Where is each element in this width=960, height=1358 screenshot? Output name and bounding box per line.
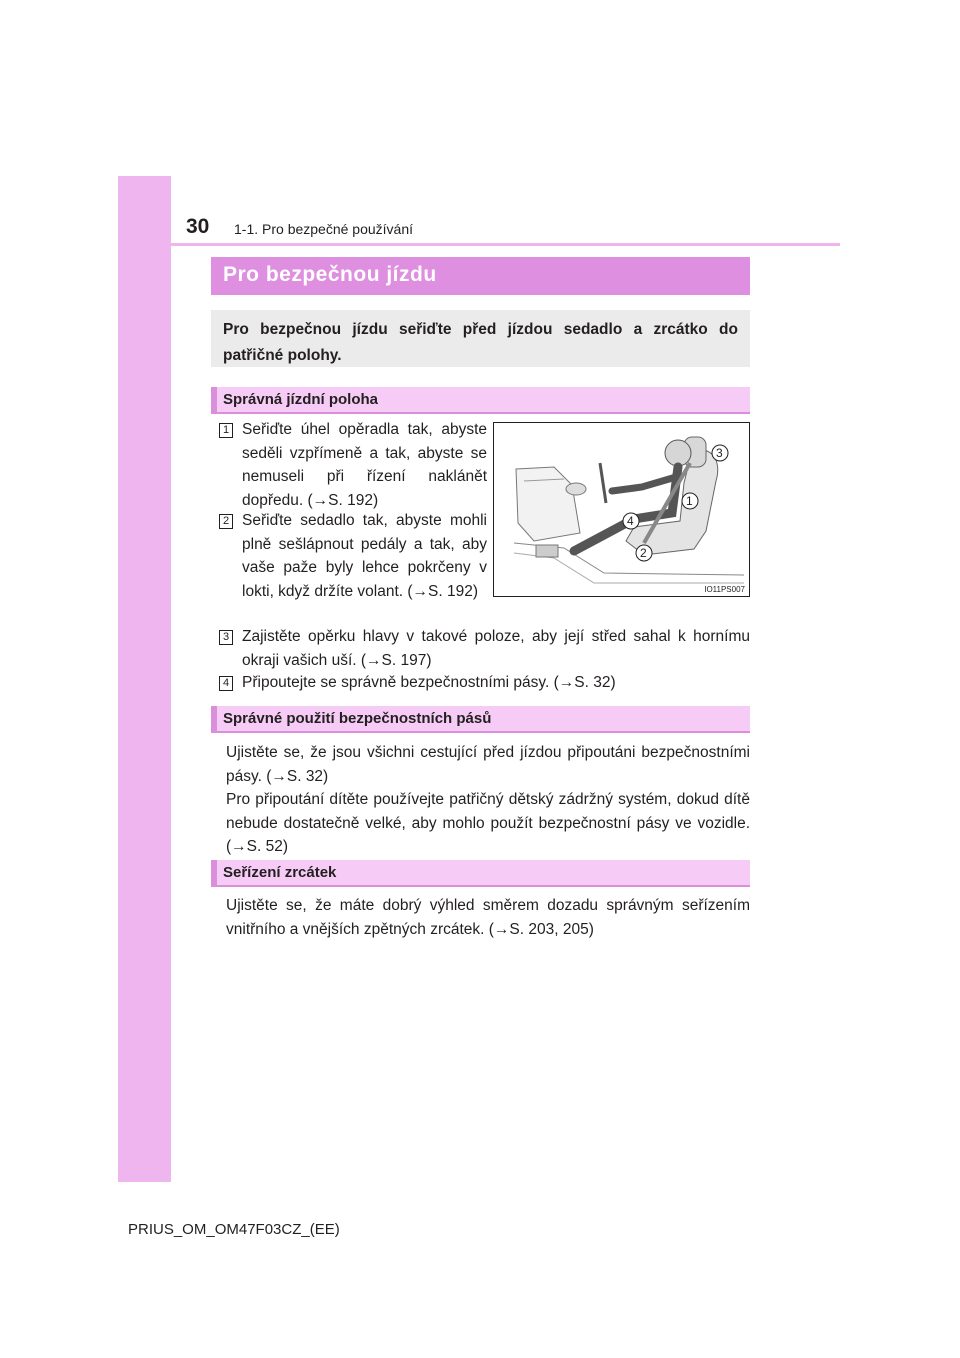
seat-illustration [494, 423, 749, 596]
header-rule [171, 243, 840, 246]
subheader-label: Seřízení zrcátek [223, 864, 337, 881]
item-number-1: 1 [219, 423, 233, 438]
page-number: 30 [186, 215, 210, 238]
footer-code: PRIUS_OM_OM47F03CZ_(EE) [128, 1221, 340, 1238]
subheader-driving-position [211, 387, 750, 414]
seatbelt-paragraph-2: Pro připoutání dítěte používejte patřičný dětský zádržný systém, dokud dítě nebude dostatečně velké, aby mohlo použít bezpečnostní pásy ve vozidle. (→S. 52) [226, 791, 750, 855]
section-header: 1-1. Pro bezpečné používání [234, 221, 414, 237]
subheader-mirror-adjust [211, 860, 750, 887]
subheader-label: Správné použití bezpečnostních pásů [223, 710, 492, 727]
sidebar-tab [118, 176, 171, 1182]
item-number-2: 2 [219, 514, 233, 529]
subheader-seatbelt-use [211, 706, 750, 733]
title-bar [211, 257, 750, 295]
item-text-3: Zajistěte opěrku hlavy v takové poloze, aby její střed sahal k hornímu okraji vašich uší. (→S. 197) [242, 628, 750, 669]
subheader-label: Správná jízdní poloha [223, 391, 379, 408]
intro-box: Pro bezpečnou jízdu seřiďte před jízdou sedadlo a zrcátko do patřičné polohy. [211, 310, 750, 367]
callout-2: 2 [640, 546, 647, 560]
item-text-4: Připoutejte se správně bezpečnostními pásy. (→S. 32) [242, 674, 616, 691]
item-number-4: 4 [219, 676, 233, 691]
driving-position-figure [493, 422, 750, 597]
seatbelt-paragraph-1: Ujistěte se, že jsou všichni cestující před jízdou připoutáni bezpečnostními pásy. (→S. 32) [226, 744, 750, 785]
item-number-3: 3 [219, 630, 233, 645]
callout-4: 4 [627, 514, 634, 528]
page-title: Pro bezpečnou jízdu [223, 263, 437, 286]
mirror-paragraph: Ujistěte se, že máte dobrý výhled směrem dozadu správným seřízením vnitřního a vnějších zpětných zrcátek. (→S. 203, 205) [226, 897, 750, 938]
callout-1: 1 [686, 494, 693, 508]
item-text-1: Seřiďte úhel opěradla tak, abyste seděli vzpřímeně a tak, abyste se nemuseli při řízení naklánět dopředu. (→S. 192) [242, 421, 487, 509]
figure-code: IO11PS007 [704, 585, 745, 594]
item-text-2: Seřiďte sedadlo tak, abyste mohli plně sešlápnout pedály a tak, aby vaše paže byly lehce pokrčeny v lokti, když držíte volant. (→S. 192) [242, 512, 487, 600]
callout-3: 3 [716, 446, 723, 460]
